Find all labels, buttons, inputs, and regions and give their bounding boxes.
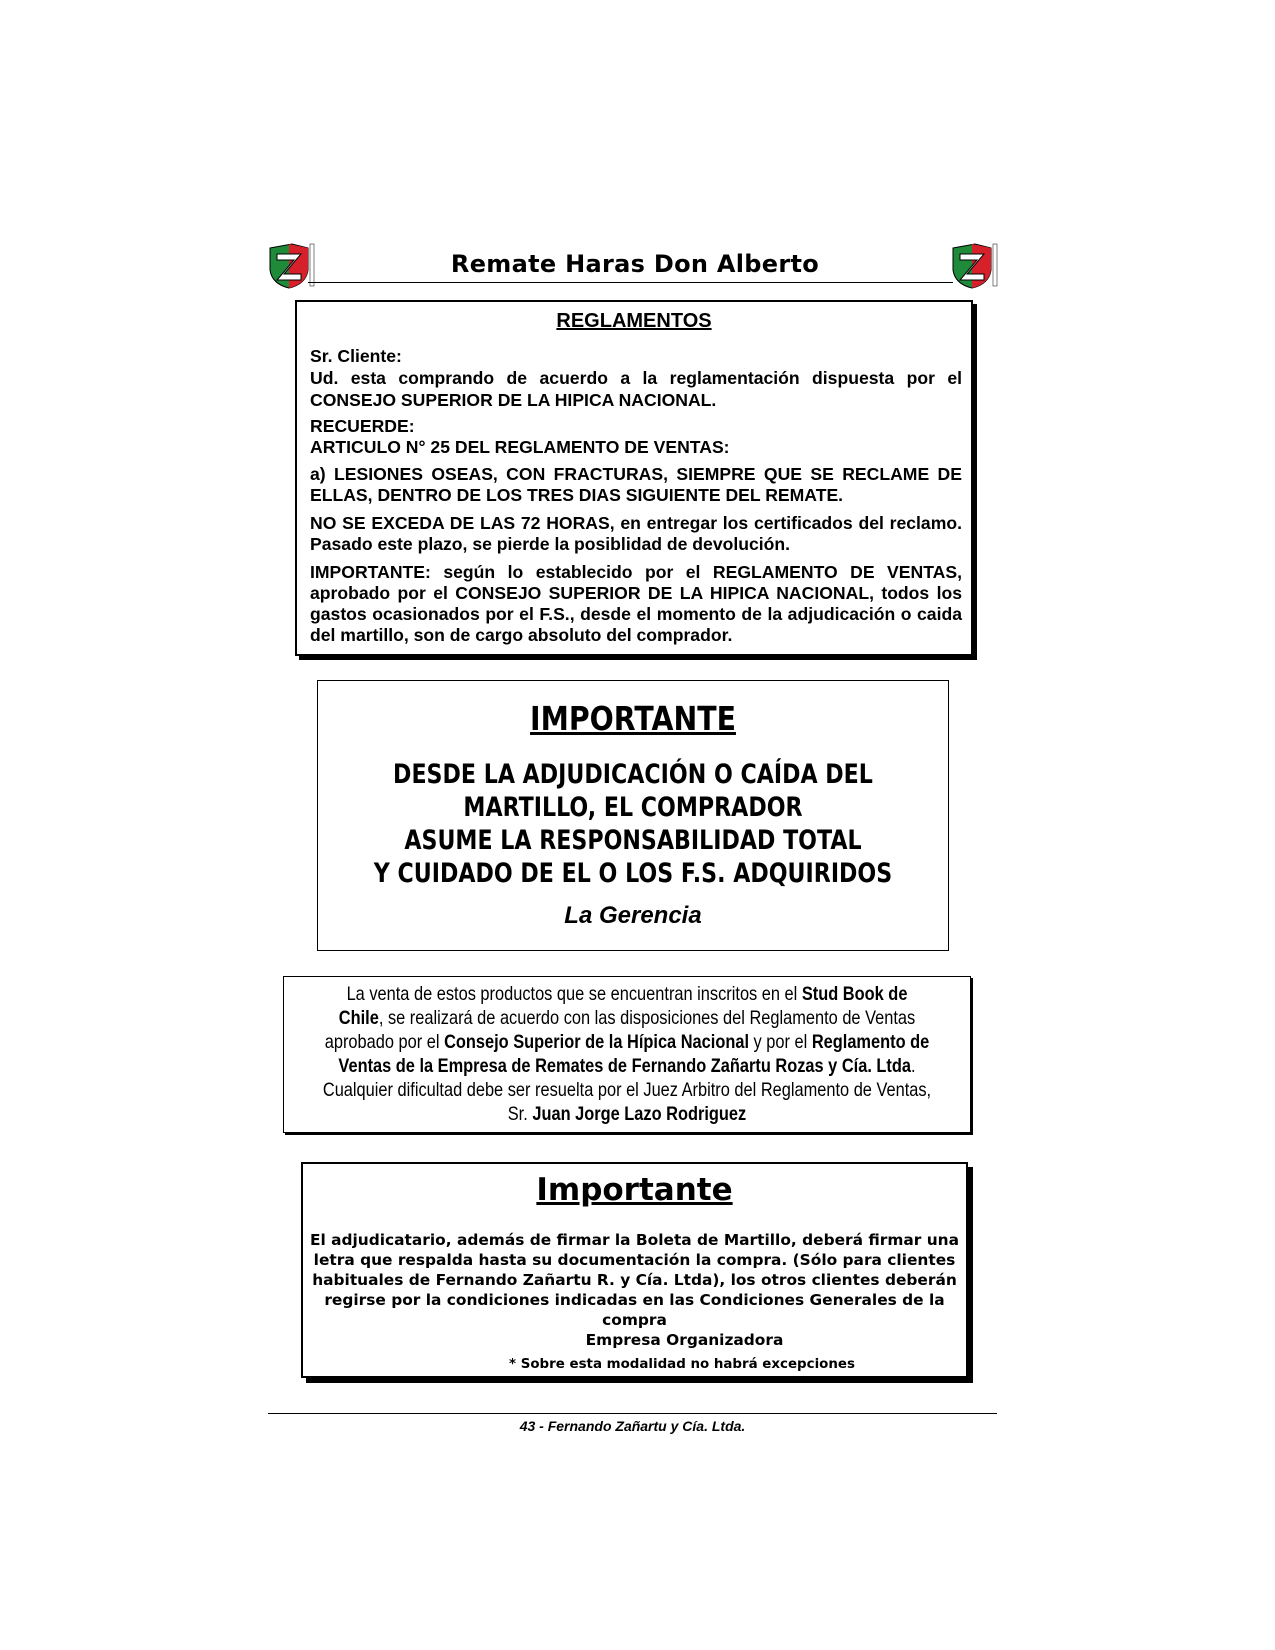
importante-line2: MARTILLO, EL COMPRADOR [463, 792, 803, 823]
reglamentos-intro-line2: CONSEJO SUPERIOR DE LA HIPICA NACIONAL. [310, 390, 717, 410]
venta-t4: . Cualquier dificultad debe ser resuelta por el Juez Arbitro del Reglamento de Ventas, [322, 1055, 932, 1101]
importante-line4: Y CUIDADO DE EL O LOS F.S. ADQUIRIDOS [373, 858, 893, 889]
plazo-bold: NO SE EXCEDA DE LAS 72 HORAS [310, 513, 610, 533]
importante-paragraph [310, 562, 962, 646]
venta-t1: La venta de estos productos que se encuentran inscritos en el [346, 983, 802, 1005]
imp-text2: , aprobado por el [310, 562, 963, 603]
venta-box [283, 976, 971, 1133]
recuerde-label: RECUERDE: [310, 416, 415, 436]
reglamento-empresa-bold: Reglamento de Ventas de la Empresa de Remates de Fernando Zañartu Rozas y Cía. Ltda [338, 1031, 930, 1077]
zr-remates-logo-right [951, 240, 999, 290]
empresa-organizadora-signature: Empresa Organizadora [585, 1331, 784, 1349]
importante-title: IMPORTANTE [530, 699, 736, 738]
la-gerencia-signature: La Gerencia [564, 902, 702, 929]
venta-t3: y por el [748, 1031, 812, 1053]
header-divider [308, 282, 953, 283]
page-footer: 43 - Fernando Zañartu y Cía. Ltda. [519, 1418, 746, 1434]
venta-t2: , se realizará de acuerdo con las disposiciones del Reglamento de Ventas aprobado por el [324, 1007, 916, 1053]
importante-box [317, 680, 949, 951]
reglamentos-intro-line1: Ud. esta comprando de acuerdo a la reglamentación dispuesta por el [310, 368, 962, 388]
imp-bold3: CONSEJO SUPERIOR DE LA HIPICA NACIONAL [455, 583, 870, 603]
stud-book-bold: Stud Book de Chile [338, 983, 908, 1029]
importante-line1: DESDE LA ADJUDICACIÓN O CAÍDA DEL [393, 759, 873, 790]
juez-name-bold: Juan Jorge Lazo Rodriguez [532, 1103, 747, 1125]
imp-text1: según lo establecido por el [430, 562, 713, 582]
reglamentos-box [295, 300, 973, 656]
lesiones-paragraph: a) LESIONES OSEAS, CON FRACTURAS, SIEMPRE QUE SE RECLAME DE ELLAS, DENTRO DE LOS TRES DIAS SIGUIENTE DEL REMATE. [310, 464, 962, 505]
articulo-label: ARTICULO N° 25 DEL REGLAMENTO DE VENTAS: [310, 437, 730, 457]
importante2-title: Importante [536, 1172, 733, 1208]
reglamentos-title: REGLAMENTOS [556, 310, 712, 332]
excepciones-note: * Sobre esta modalidad no habrá excepciones [509, 1357, 855, 1372]
imp-bold2: REGLAMENTO DE VENTAS [712, 562, 958, 582]
imp-bold1: IMPORTANTE: [310, 562, 431, 582]
importante-line3: ASUME LA RESPONSABILIDAD TOTAL [404, 825, 862, 856]
page-header-title: Remate Haras Don Alberto [450, 250, 820, 278]
footer-divider [268, 1413, 997, 1414]
sr-cliente-label: Sr. Cliente: [310, 346, 402, 366]
imp-text3: , todos los gastos ocasionados por el F.S., desde el momento de la adjudicación o caida del martillo, son de cargo absoluto del comprador. [310, 583, 962, 645]
importante2-body: El adjudicatario, además de firmar la Boleta de Martillo, deberá firmar una letra que respalda hasta su documentación la compra. (Sólo para clientes habituales de Fernando Zañartu R. y Cía. Ltda), los otros clientes deberán regirse por la condiciones indicadas en las Condiciones Generales de la compra [309, 1231, 960, 1329]
plazo-rest: , en entregar los certificados del reclamo. Pasado este plazo, se pierde la posiblidad de devolución. [310, 513, 962, 554]
consejo-bold: Consejo Superior de la Hípica Nacional [444, 1031, 749, 1053]
importante2-box [301, 1162, 968, 1378]
venta-paragraph [322, 982, 932, 1126]
plazo-paragraph [310, 513, 962, 555]
venta-t5: Sr. [507, 1103, 533, 1125]
